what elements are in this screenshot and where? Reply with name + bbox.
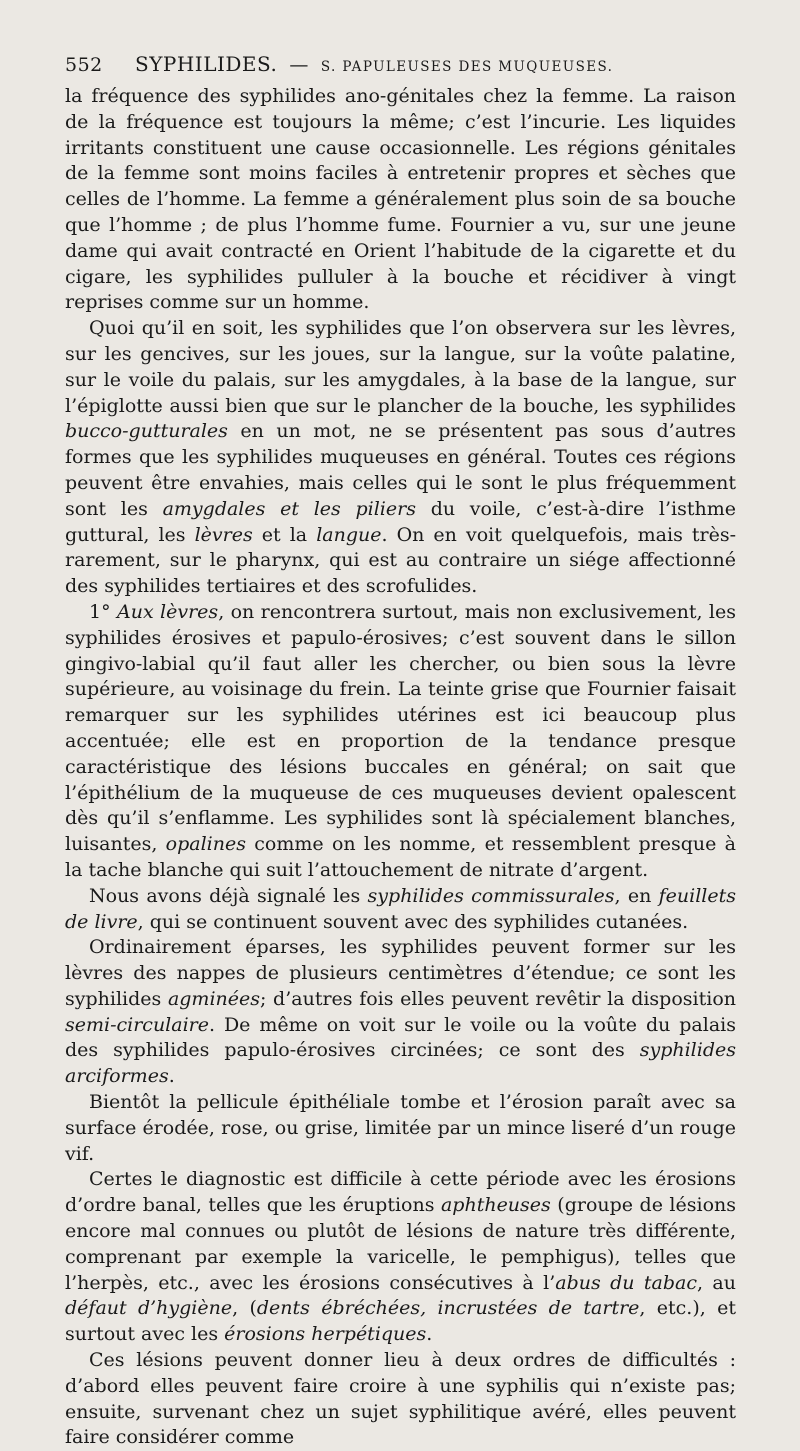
italic-text: bucco-gutturales: [65, 420, 228, 443]
italic-text: syphilides arciformes: [65, 1039, 736, 1088]
paragraph: [65, 884, 736, 936]
paragraph: [65, 600, 736, 884]
text-run: ; d’autres fois elles peuvent revêtir la disposition: [260, 987, 736, 1010]
italic-text: langue: [316, 523, 382, 546]
text-run: Ordinairement éparses, les syphilides peuvent former sur les lèvres des nappes de plusieurs centimètres d’étendue; ce sont les syphilides: [65, 936, 736, 1010]
italic-text: semi-circulaire: [65, 1013, 209, 1036]
text-run: , on rencontrera surtout, mais non exclusivement, les syphilides érosives et papulo-érosives; c’est souvent dans le sillon gingivo-labial qu’il faut aller les chercher, ou bien sous la lèvre supérieure, au voisinage du frein. La teinte grise que Fournier faisait remarquer sur les syphilides utérines est ici beaucoup plus accentuée; elle est en proportion de la tendance presque caractéristique des lésions buccales en général; on sait que l’épithélium de la muqueuse de ces muqueuses devient opalescent dès qu’il s’enflamme. Les syphilides sont là spécialement blanches, luisantes,: [65, 600, 736, 856]
page-number: 552: [65, 54, 103, 76]
text-run: . On en voit quelquefois, mais très-rarement, sur le pharynx, qui est au contraire un siége affectionné des syphilides tertiaires et des scrofulides.: [65, 523, 736, 598]
text-run: , etc.), et surtout avec les: [65, 1297, 736, 1346]
text-run: (groupe de lésions encore mal connues ou plutôt de lésions de nature très différente, comprenant par exemple la varicelle, le pemphigus), telles que l’herpès, etc., avec les érosions consécutives à l’: [65, 1194, 737, 1294]
text-run: Certes le diagnostic est difficile à cette période avec les érosions d’ordre banal, telles que les éruptions: [65, 1168, 736, 1217]
italic-text: abus du tabac: [555, 1271, 697, 1294]
italic-text: opalines: [165, 833, 246, 856]
text-run: .: [168, 1065, 175, 1088]
italic-text: amygdales et les piliers: [162, 497, 416, 520]
italic-text: aphtheuses: [440, 1194, 551, 1217]
italic-text: syphilides commissurales: [367, 884, 615, 907]
text-run: Nous avons déjà signalé les: [89, 884, 368, 907]
running-head: [65, 52, 736, 80]
paragraph: [65, 1348, 736, 1451]
text-run: , (: [232, 1297, 257, 1320]
body-text: [65, 84, 736, 1451]
text-run: du voile, c’est-à-dire l’isthme guttural, les: [65, 497, 736, 546]
running-subtitle: S. PAPULEUSES DES MUQUEUSES.: [320, 59, 614, 75]
text-run: Bientôt la pellicule épithéliale tombe et l’érosion paraît avec sa surface érodée, rose, ou grise, limitée par un mince liseré d’un rouge vif.: [65, 1091, 736, 1165]
text-run: .: [426, 1323, 433, 1346]
text-run: , qui se continuent souvent avec des syphilides cutanées.: [137, 910, 689, 933]
text-run: Quoi qu’il en soit, les syphilides que l’on observera sur les lèvres, sur les gencives, sur les joues, sur la langue, sur la voûte palatine, sur le voile du palais, sur les amygdales, à la base de la langue, sur l’épiglotte aussi bien que sur le plancher de la bouche, les syphilides: [65, 317, 736, 417]
paragraph: [65, 1090, 736, 1167]
running-title: SYPHILIDES.: [135, 52, 278, 76]
text-run: et la: [252, 523, 317, 546]
italic-text: agminées: [167, 987, 260, 1010]
text-run: la fréquence des syphilides ano-génitales chez la femme. La raison de la fréquence est toujours la même; c’est l’incurie. Les liquides irritants constituent une cause occasionnelle. Les régions génitales de la femme sont moins faciles à entretenir propres et sèches que celles de l’homme. La femme a généralement plus soin de sa bouche que l’homme ; de plus l’homme fume. Fournier a vu, sur une jeune dame qui avait contracté en Orient l’habitude de la cigarette et du cigare, les syphilides pulluler à la bouche et récidiver à vingt reprises comme sur un homme.: [65, 85, 736, 314]
text-run: 1°: [89, 600, 117, 623]
text-run: , en: [614, 884, 659, 907]
italic-text: dents ébréchées, incrustées de tartre: [256, 1297, 640, 1320]
italic-text: lèvres: [194, 523, 253, 546]
italic-text: feuillets de livre: [65, 884, 736, 933]
text-run: . De même on voit sur le voile ou la voûte du palais des syphilides papulo-érosives circinées; ce sont des: [65, 1013, 736, 1062]
paragraph: [65, 935, 736, 1090]
paragraph: [65, 84, 736, 316]
text-run: en un mot, ne se présentent pas sous d’autres formes que les syphilides muqueuses en général. Toutes ces régions peuvent être envahies, mais celles qui le sont le plus fréquemment sont les: [65, 420, 736, 520]
italic-text: défaut d’hygiène: [65, 1297, 233, 1320]
italic-text: érosions herpétiques: [224, 1323, 427, 1346]
paragraph: [65, 316, 736, 600]
text-run: Ces lésions peuvent donner lieu à deux ordres de difficultés : d’abord elles peuvent faire croire à une syphilis qui n’existe pas; ensuite, survenant chez un sujet syphilitique avéré, elles peuvent faire considérer comme: [65, 1349, 736, 1449]
italic-text: Aux lèvres: [116, 600, 219, 623]
running-head-separator: —: [289, 54, 309, 76]
paragraph: [65, 1167, 736, 1348]
text-run: , au: [696, 1271, 736, 1294]
text-run: comme on les nomme, et ressemblent presque à la tache blanche qui suit l’attouchement de nitrate d’argent.: [65, 833, 736, 881]
